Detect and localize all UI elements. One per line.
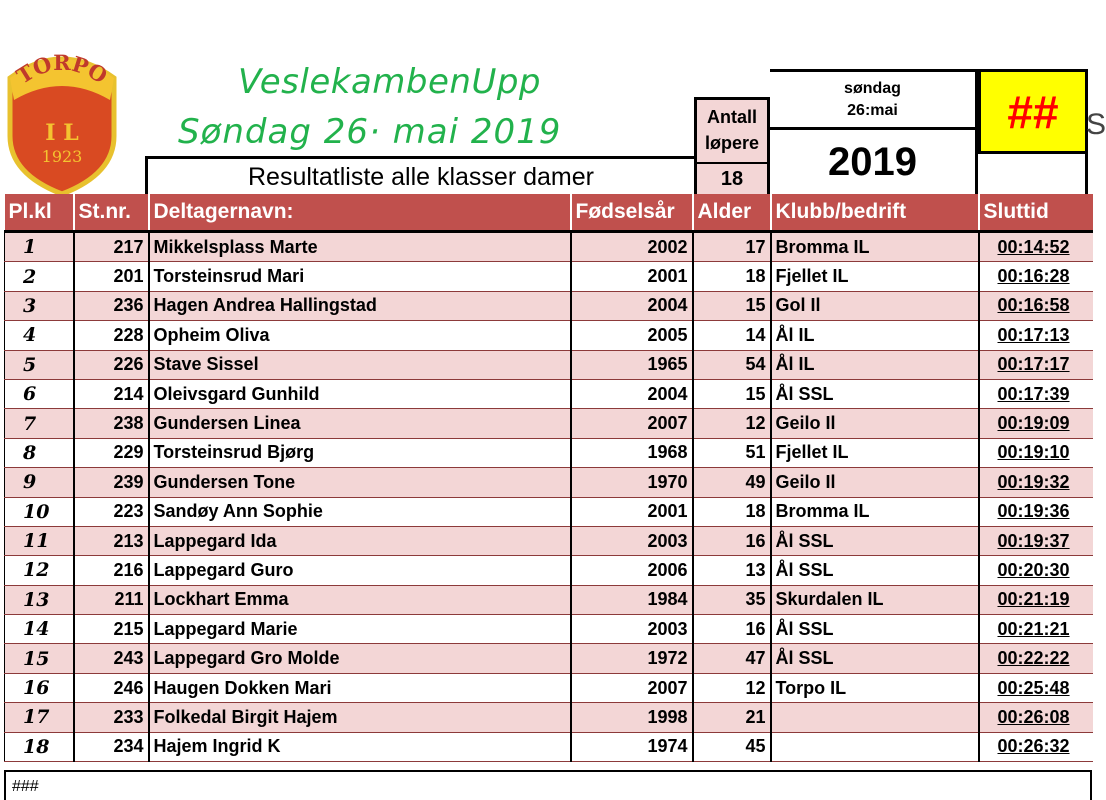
table-row — [5, 673, 1093, 702]
birth-year-cell: 2004 — [571, 291, 693, 320]
name-cell: Torsteinsrud Bjørg — [149, 438, 571, 467]
age-cell: 17 — [693, 232, 771, 262]
col-age: Alder — [693, 194, 771, 232]
club-cell: Skurdalen IL — [771, 585, 979, 614]
finish-time-cell: 00:19:10 — [979, 438, 1093, 467]
event-date: Søndag 26· mai 2019 — [178, 112, 562, 152]
col-finish-time: Sluttid — [979, 194, 1093, 232]
place-cell: 11 — [5, 526, 74, 555]
age-cell: 21 — [693, 703, 771, 732]
name-cell: Lockhart Emma — [149, 585, 571, 614]
col-place: Pl.kl — [5, 194, 74, 232]
start-number-cell: 234 — [74, 732, 149, 761]
table-row — [5, 644, 1093, 673]
place-cell: 18 — [5, 732, 74, 761]
table-row — [5, 379, 1093, 408]
club-cell — [771, 703, 979, 732]
finish-time-cell: 00:25:48 — [979, 673, 1093, 702]
finish-time-cell: 00:16:28 — [979, 262, 1093, 291]
start-number-cell: 243 — [74, 644, 149, 673]
age-cell: 18 — [693, 262, 771, 291]
finish-time-cell: 00:21:21 — [979, 615, 1093, 644]
age-cell: 15 — [693, 379, 771, 408]
place-cell: 16 — [5, 673, 74, 702]
table-row — [5, 732, 1093, 761]
start-number-cell: 246 — [74, 673, 149, 702]
place-cell: 5 — [5, 350, 74, 379]
name-cell: Hagen Andrea Hallingstad — [149, 291, 571, 320]
birth-year-cell: 2001 — [571, 262, 693, 291]
name-cell: Opheim Oliva — [149, 321, 571, 350]
club-cell: Ål SSL — [771, 644, 979, 673]
birth-year-cell: 2007 — [571, 673, 693, 702]
torpo-shield-icon — [2, 44, 122, 196]
birth-year-cell: 1972 — [571, 644, 693, 673]
name-cell: Lappegard Ida — [149, 526, 571, 555]
place-cell: 8 — [5, 438, 74, 467]
age-cell: 16 — [693, 615, 771, 644]
name-cell: Gundersen Linea — [149, 409, 571, 438]
logo-text-top: TORPO — [11, 49, 112, 89]
age-cell: 45 — [693, 732, 771, 761]
start-number-cell: 228 — [74, 321, 149, 350]
birth-year-cell: 1970 — [571, 468, 693, 497]
age-cell: 49 — [693, 468, 771, 497]
name-cell: Mikkelsplass Marte — [149, 232, 571, 262]
hash-cell: ## — [978, 69, 1088, 154]
results-subtitle: Resultatliste alle klasser damer — [145, 156, 694, 194]
place-cell: 12 — [5, 556, 74, 585]
results-body — [5, 232, 1093, 762]
table-row — [5, 409, 1093, 438]
start-number-cell: 236 — [74, 291, 149, 320]
weekday: søndag — [844, 80, 901, 97]
logo-text-year: 1923 — [41, 147, 83, 166]
age-cell: 15 — [693, 291, 771, 320]
start-number-cell: 229 — [74, 438, 149, 467]
place-cell: 9 — [5, 468, 74, 497]
start-number-cell: 239 — [74, 468, 149, 497]
name-cell: Lappegard Guro — [149, 556, 571, 585]
birth-year-cell: 2005 — [571, 321, 693, 350]
start-number-cell: 213 — [74, 526, 149, 555]
table-row — [5, 262, 1093, 291]
edge-glyph: S — [1086, 108, 1106, 141]
table-row — [5, 526, 1093, 555]
hash-under-cell — [978, 154, 1088, 194]
year: 2019 — [828, 140, 917, 184]
name-cell: Torsteinsrud Mari — [149, 262, 571, 291]
place-cell: 3 — [5, 291, 74, 320]
place-cell: 10 — [5, 497, 74, 526]
club-cell: Bromma IL — [771, 497, 979, 526]
table-row — [5, 703, 1093, 732]
start-number-cell: 223 — [74, 497, 149, 526]
club-cell: Gol Il — [771, 291, 979, 320]
club-cell: Ål SSL — [771, 556, 979, 585]
club-cell: Geilo Il — [771, 409, 979, 438]
col-name: Deltagernavn: — [149, 194, 571, 232]
place-cell: 7 — [5, 409, 74, 438]
birth-year-cell: 2004 — [571, 379, 693, 408]
table-row — [5, 556, 1093, 585]
table-row — [5, 497, 1093, 526]
birth-year-cell: 2007 — [571, 409, 693, 438]
age-cell: 35 — [693, 585, 771, 614]
col-birth-year: Fødselsår — [571, 194, 693, 232]
day-month: 26:mai — [847, 102, 898, 119]
table-row — [5, 585, 1093, 614]
name-cell: Stave Sissel — [149, 350, 571, 379]
name-cell: Haugen Dokken Mari — [149, 673, 571, 702]
start-number-cell: 217 — [74, 232, 149, 262]
birth-year-cell: 2003 — [571, 526, 693, 555]
date-top — [770, 72, 975, 130]
runner-count-value: 18 — [697, 162, 767, 192]
event-name: VeslekambenUpp — [238, 62, 542, 102]
age-cell: 13 — [693, 556, 771, 585]
club-cell: Torpo IL — [771, 673, 979, 702]
place-cell: 1 — [5, 232, 74, 262]
birth-year-cell: 2001 — [571, 497, 693, 526]
runner-count-box — [694, 97, 770, 194]
finish-time-cell: 00:26:32 — [979, 732, 1093, 761]
start-number-cell: 233 — [74, 703, 149, 732]
name-cell: Hajem Ingrid K — [149, 732, 571, 761]
club-cell: Ål SSL — [771, 379, 979, 408]
birth-year-cell: 1974 — [571, 732, 693, 761]
place-cell: 17 — [5, 703, 74, 732]
club-cell: Ål SSL — [771, 615, 979, 644]
results-table — [4, 194, 1093, 762]
finish-time-cell: 00:17:39 — [979, 379, 1093, 408]
age-cell: 12 — [693, 409, 771, 438]
table-row — [5, 291, 1093, 320]
table-row — [5, 321, 1093, 350]
name-cell: Oleivsgard Gunhild — [149, 379, 571, 408]
club-cell: Fjellet IL — [771, 262, 979, 291]
finish-time-cell: 00:21:19 — [979, 585, 1093, 614]
place-cell: 13 — [5, 585, 74, 614]
club-cell: Bromma IL — [771, 232, 979, 262]
col-start-number: St.nr. — [74, 194, 149, 232]
table-header-row — [5, 194, 1093, 232]
date-box — [770, 69, 978, 194]
age-cell: 47 — [693, 644, 771, 673]
runner-count-label: Antall løpere — [704, 107, 760, 153]
start-number-cell: 201 — [74, 262, 149, 291]
age-cell: 54 — [693, 350, 771, 379]
name-cell: Lappegard Gro Molde — [149, 644, 571, 673]
club-cell: Fjellet IL — [771, 438, 979, 467]
name-cell: Folkedal Birgit Hajem — [149, 703, 571, 732]
table-row — [5, 615, 1093, 644]
name-cell: Lappegard Marie — [149, 615, 571, 644]
name-cell: Sandøy Ann Sophie — [149, 497, 571, 526]
club-cell: Ål IL — [771, 321, 979, 350]
finish-time-cell: 00:20:30 — [979, 556, 1093, 585]
finish-time-cell: 00:17:13 — [979, 321, 1093, 350]
place-cell: 2 — [5, 262, 74, 291]
start-number-cell: 238 — [74, 409, 149, 438]
table-row — [5, 438, 1093, 467]
finish-time-cell: 00:26:08 — [979, 703, 1093, 732]
club-cell: Geilo Il — [771, 468, 979, 497]
finish-time-cell: 00:19:36 — [979, 497, 1093, 526]
club-cell: Ål SSL — [771, 526, 979, 555]
birth-year-cell: 1968 — [571, 438, 693, 467]
age-cell: 16 — [693, 526, 771, 555]
birth-year-cell: 1965 — [571, 350, 693, 379]
finish-time-cell: 00:14:52 — [979, 232, 1093, 262]
club-cell — [771, 732, 979, 761]
start-number-cell: 215 — [74, 615, 149, 644]
name-cell: Gundersen Tone — [149, 468, 571, 497]
finish-time-cell: 00:19:32 — [979, 468, 1093, 497]
birth-year-cell: 1998 — [571, 703, 693, 732]
finish-time-cell: 00:19:37 — [979, 526, 1093, 555]
finish-time-cell: 00:17:17 — [979, 350, 1093, 379]
logo-text-mid: I L — [45, 120, 79, 146]
place-cell: 4 — [5, 321, 74, 350]
age-cell: 14 — [693, 321, 771, 350]
start-number-cell: 216 — [74, 556, 149, 585]
place-cell: 14 — [5, 615, 74, 644]
age-cell: 51 — [693, 438, 771, 467]
finish-time-cell: 00:22:22 — [979, 644, 1093, 673]
table-row — [5, 350, 1093, 379]
birth-year-cell: 2006 — [571, 556, 693, 585]
start-number-cell: 214 — [74, 379, 149, 408]
start-number-cell: 226 — [74, 350, 149, 379]
age-cell: 18 — [693, 497, 771, 526]
finish-time-cell: 00:19:09 — [979, 409, 1093, 438]
birth-year-cell: 2003 — [571, 615, 693, 644]
birth-year-cell: 1984 — [571, 585, 693, 614]
place-cell: 15 — [5, 644, 74, 673]
table-row — [5, 232, 1093, 262]
table-row — [5, 468, 1093, 497]
finish-time-cell: 00:16:58 — [979, 291, 1093, 320]
age-cell: 12 — [693, 673, 771, 702]
club-logo — [2, 44, 122, 196]
start-number-cell: 211 — [74, 585, 149, 614]
footer-note: ### — [4, 770, 1092, 800]
birth-year-cell: 2002 — [571, 232, 693, 262]
place-cell: 6 — [5, 379, 74, 408]
club-cell: Ål IL — [771, 350, 979, 379]
col-club: Klubb/bedrift — [771, 194, 979, 232]
